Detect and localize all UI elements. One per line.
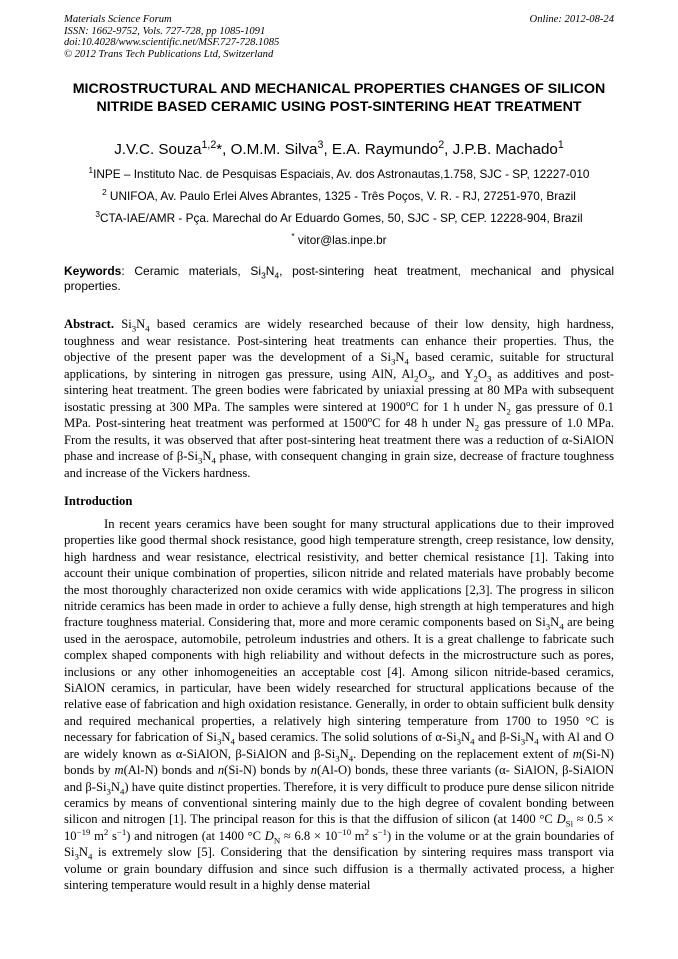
affiliation-sup: 2 <box>102 188 107 198</box>
italic-symbol: m <box>572 746 582 761</box>
email-text: vitor@las.inpe.br <box>294 233 387 247</box>
subscript: 2 <box>474 422 480 433</box>
italic-symbol: m <box>114 763 124 778</box>
corresponding-mark: * <box>216 141 223 158</box>
subscript: 4 <box>119 786 125 797</box>
abstract-text: C for 48 h under N <box>372 416 475 430</box>
affiliation-sup: 3 <box>95 210 100 220</box>
subscript: 4 <box>559 621 564 632</box>
affiliation-text: INPE – Instituto Nac. de Pesquisas Espaciais, Av. dos Astronautas,1.758, SJC - SP, 12227-010 <box>93 167 590 181</box>
superscript: o <box>367 413 373 424</box>
body-text: N <box>461 730 471 745</box>
body-text: is extremely slow [5]. Considering that the densification by sintering requires mass transport via volume or grain boundary diffusion and since such diffusion is a thermally activated process, a higher sintering temperature would result in a highly dense material <box>64 845 614 892</box>
abstract-text: N <box>202 449 212 463</box>
subscript: 3 <box>520 736 526 747</box>
superscript: 2 <box>364 826 370 837</box>
affiliation-2 <box>60 189 618 203</box>
body-text: (Al-N) bonds and <box>123 763 218 778</box>
subscript: 3 <box>487 373 492 384</box>
author-affil-sup: 2 <box>438 138 445 151</box>
body-text: ) have quite distinct properties. Therefore, it is very difficult to produce pure dense silicon nitride ceramics by means of conventional sintering mainly due to the high degree of covalent bonding between silicon and nitrogen [1]. The principal reason for this is that the diffusion of silicon (at 1400 °C <box>64 779 615 827</box>
subscript: 3 <box>131 323 137 334</box>
body-text: N <box>78 845 89 860</box>
section-heading: Introduction <box>64 494 133 508</box>
abstract-label: Abstract. <box>64 317 115 331</box>
abstract-text: O <box>477 366 488 381</box>
subscript: 4 <box>145 323 150 334</box>
body-text: m <box>351 828 365 843</box>
body-text: N <box>110 779 120 794</box>
subscript: 4 <box>230 736 235 747</box>
body-text: with Al and O are widely known as α-SiAlON, β-SiAlON and β-Si <box>64 730 614 761</box>
body-text: m <box>90 828 104 843</box>
superscript: o <box>405 397 411 408</box>
subscript: 3 <box>198 455 203 466</box>
abstract-text: , and Y <box>431 366 474 381</box>
superscript: 2 <box>103 826 109 837</box>
abstract-text: phase, with consequent changing in grain size, decrease of fracture toughness and increase of the Vickers hardness. <box>64 449 614 480</box>
subscript: 2 <box>506 406 511 417</box>
keywords-text: N <box>265 264 275 278</box>
affiliation-text: CTA-IAE/AMR - Pça. Marechal do Ar Eduardo Gomes, 50, SJC - SP, CEP. 12228-904, Brazil <box>100 211 583 225</box>
subscript: 4 <box>348 753 354 764</box>
introduction-body <box>64 516 614 893</box>
subscript: 3 <box>427 373 432 384</box>
superscript: −19 <box>76 826 91 837</box>
keywords-text: , post-sintering heat treatment, mechanical and physical properties. <box>64 264 614 293</box>
author-affil-sup: 3 <box>317 138 324 151</box>
body-text: ≈ 0.5 × 10 <box>64 812 614 843</box>
body-text: are being used in the aerospace, automobile, petroleum industries and others. It is a great challenge to fabricate such complex shaped components with high reliability and without defects in the microstructure such as pores, inclusions or any other inhomogeneities an acceptable cost [4]. Among silicon nitride-based ceramics, SiAlON ceramics, in particular, have been widely researched for structural applications because of the relative ease of fabrication and high oxidation resistance. Generally, in order to obtain sufficient bulk density and required mechanical properties, a relatively high sintering temperature from 1700 to 1950 °C is necessary for fabrication of Si <box>64 615 614 745</box>
abstract-text: based ceramics are widely researched because of their low density, high hardness, toughness and wear resistance. Post-sintering heat treatments can enhance their properties. Thus, the objective of the present paper was the development of a Si <box>64 317 615 364</box>
copyright-line: © 2012 Trans Tech Publications Ltd, Switzerland <box>64 48 274 60</box>
subscript: 4 <box>534 736 539 747</box>
body-text: (Si-N) bonds by <box>64 746 614 778</box>
superscript: −10 <box>337 826 352 837</box>
subscript: 3 <box>335 753 340 764</box>
abstract-text: C for 1 h under N <box>410 399 507 414</box>
journal-name: Materials Science Forum <box>64 14 172 25</box>
subscript: 3 <box>545 621 551 632</box>
body-text: N <box>550 615 560 630</box>
subscript: N <box>273 835 281 846</box>
abstract-text: gas pressure of 1.0 MPa. From the results, it was observed that after post-sintering heat treatment there was a reduction of α-SiAlON phase and increase of β-Si <box>64 416 614 463</box>
body-text: In recent years ceramics have been sought for many structural applications due to their improved properties like good thermal shock resistance, good high temperature strength, creep resistance, low density, high hardness and wear resistance, electrical resistivity, and better chemical resistance [1]. Taking into account their unique combination of properties, silicon nitride and related materials have probably become the most thoroughly characterized non oxide ceramics with wide applications [2,3]. The progress in silicon nitride ceramics has been made in order to achieve a fully dense, high strength at high temperatures and high fracture toughness material. Considering that, more and more ceramic components based on Si <box>64 517 614 630</box>
abstract-text: O <box>418 366 428 381</box>
italic-symbol: D <box>264 828 274 843</box>
author-list <box>60 140 618 159</box>
subscript: 3 <box>106 786 111 797</box>
subscript: 3 <box>216 736 222 747</box>
italic-symbol: n <box>310 763 317 778</box>
body-text: s <box>108 828 117 843</box>
author-name: , J.P.B. Machado <box>444 141 558 158</box>
abstract-text: N <box>395 350 405 364</box>
subscript: 4 <box>274 270 280 281</box>
affiliation-1 <box>60 167 618 181</box>
author-name: , E.A. Raymundo <box>323 141 439 158</box>
subscript: 3 <box>74 851 79 862</box>
superscript: −1 <box>116 826 127 837</box>
italic-symbol: n <box>217 763 225 778</box>
body-text: N <box>525 730 535 745</box>
abstract-text: as additives and post-sintering heat treatment. The green bodies were fabricated by uniaxial pressing at 80 MPa with subsequent isostatic pressing at 300 MPa. The samples were sintered at 1900 <box>64 366 614 414</box>
subscript: 4 <box>470 736 475 747</box>
subscript: 3 <box>456 736 462 747</box>
keywords <box>64 264 614 294</box>
body-text: N <box>221 730 231 745</box>
body-text: s <box>369 828 378 843</box>
body-text: ≈ 6.8 × 10 <box>280 828 338 843</box>
author-name: J.V.C. Souza <box>114 141 202 158</box>
affiliation-3 <box>60 211 618 225</box>
paper-title: MICROSTRUCTURAL AND MECHANICAL PROPERTIES CHANGES OF SILICON NITRIDE BASED CERAMIC USING POST-SINTERING HEAT TREATMENT <box>72 81 606 115</box>
subscript: 3 <box>390 356 396 367</box>
body-text: (Si-N) bonds by <box>224 763 311 778</box>
body-text: ) and nitrogen (at 1400 °C <box>126 828 265 843</box>
body-text: . Depending on the replacement extent of <box>353 746 573 761</box>
superscript: −1 <box>377 826 387 837</box>
body-text: N <box>339 746 349 761</box>
affiliation-sup: 1 <box>88 166 94 176</box>
subscript: Si <box>565 818 574 829</box>
abstract <box>64 316 614 481</box>
body-text: based ceramics. The solid solutions of α-Si <box>234 730 457 745</box>
subscript: 4 <box>88 851 93 862</box>
abstract-text: N <box>136 317 146 331</box>
author-affil-sup: 1,2 <box>201 138 217 151</box>
issn-line: ISSN: 1662-9752, Vols. 727-728, pp 1085-1091 <box>64 25 266 37</box>
body-text: ) in the volume or at the grain boundaries of Si <box>64 828 614 860</box>
online-date: Online: 2012-08-24 <box>529 14 614 25</box>
author-name: , O.M.M. Silva <box>222 141 318 158</box>
body-text: and β-Si <box>474 730 521 745</box>
journal-header <box>64 14 614 60</box>
doi-line: doi:10.4028/www.scientific.net/MSF.727-728.1085 <box>64 37 280 49</box>
abstract-text: Si <box>114 317 132 331</box>
body-text: (Al-O) bonds, these three variants (α- SiAlON, β-SiAlON and β-Si <box>64 763 614 794</box>
keywords-label: Keywords <box>64 264 122 278</box>
affiliation-sup: * <box>291 232 295 242</box>
subscript: 4 <box>404 356 409 367</box>
subscript: 2 <box>473 373 478 384</box>
contact-email <box>60 233 618 247</box>
abstract-text: based ceramic, suitable for structural applications, by sintering in nitrogen gas pressure, using AlN, Al <box>64 350 614 381</box>
affiliation-text: UNIFOA, Av. Paulo Erlei Alves Abrantes, 1325 - Três Poços, V. R. - RJ, 27251-970, Brazil <box>106 189 576 203</box>
subscript: 3 <box>261 270 266 281</box>
author-affil-sup: 1 <box>557 138 564 151</box>
italic-symbol: D <box>556 812 566 827</box>
abstract-text: gas pressure of 0.1 MPa. Post-sintering heat treatment was performed at 1500 <box>64 399 614 430</box>
subscript: 4 <box>211 455 216 466</box>
keywords-text: : Ceramic materials, Si <box>121 264 262 278</box>
subscript: 2 <box>413 373 419 384</box>
